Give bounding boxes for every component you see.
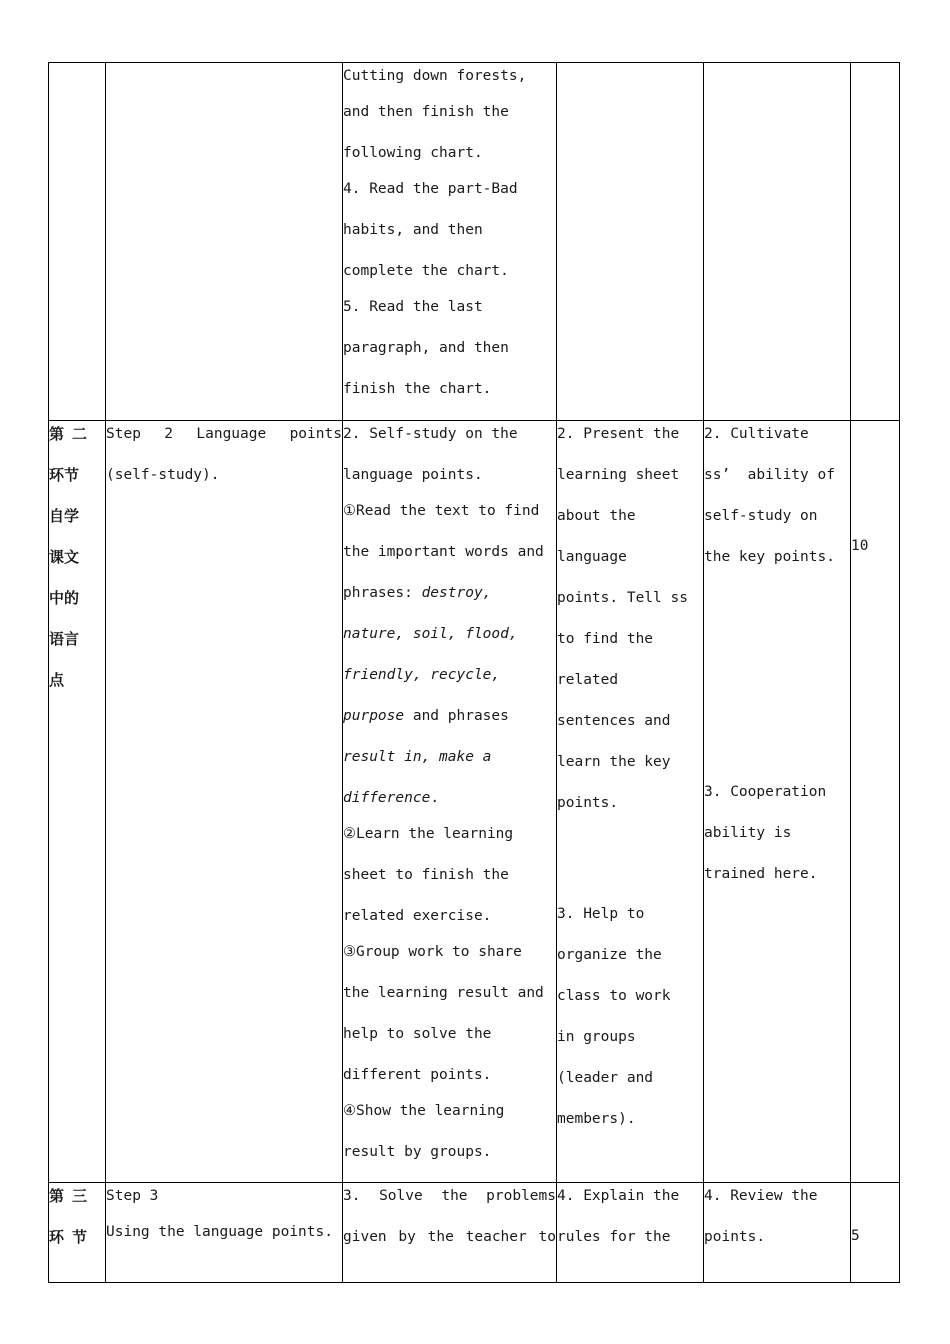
text-line [343, 1183, 556, 1224]
time-value: 5 [851, 1228, 860, 1244]
stage-label-line: 第二 [49, 425, 96, 443]
keyword: result in, make a [343, 749, 492, 765]
text-line: habits, and then [343, 222, 483, 238]
stage-cell [49, 63, 106, 421]
text-line [343, 744, 556, 785]
text-line: 2. Cultivate [704, 426, 809, 442]
text-line: (leader and [557, 1070, 654, 1086]
text-line: 4. Explain the [557, 1188, 680, 1204]
word: 3. [343, 1188, 361, 1204]
step-word: Step [106, 426, 141, 442]
teacher-activity-cell [557, 1183, 704, 1283]
text-line: to find the [557, 631, 654, 647]
word: problems [486, 1188, 556, 1204]
purpose-cell [704, 1183, 851, 1283]
text-line: learning sheet [557, 467, 680, 483]
keyword: purpose [343, 708, 405, 724]
student-activity-cell [343, 63, 557, 421]
spacer [704, 585, 850, 779]
text-line: points. Tell ss [557, 590, 688, 606]
text-line: finish the chart. [343, 381, 492, 397]
text-line: points. [557, 795, 619, 811]
lesson-plan-table [48, 62, 900, 1283]
time-cell [851, 421, 900, 1183]
step-cell [106, 421, 343, 1183]
table-row [49, 421, 900, 1183]
word: Solve [379, 1188, 423, 1204]
text-line: 4. Read the part-Bad [343, 181, 518, 197]
text-line: about the [557, 508, 636, 524]
text-line: related exercise. [343, 908, 492, 924]
text-line: the learning result and [343, 985, 544, 1001]
text-line: rules for the [557, 1229, 671, 1245]
stage-label-line: 环节 [49, 466, 80, 484]
text-line: sentences and [557, 713, 671, 729]
step-word: 2 [164, 426, 174, 442]
stage-cell [49, 1183, 106, 1283]
text-line: 3. Cooperation [704, 784, 827, 800]
stage-label-line: 课文 [49, 548, 80, 566]
step-word: points [289, 426, 342, 442]
text-line: learn the key [557, 754, 671, 770]
keyword: difference [343, 790, 431, 806]
step-cell [106, 63, 343, 421]
purpose-cell [704, 63, 851, 421]
time-cell [851, 63, 900, 421]
stage-label-line: 第三 [49, 1187, 96, 1205]
text-line: following chart. [343, 145, 483, 161]
text-line [343, 621, 556, 662]
text-span: and phrases [404, 708, 509, 724]
text-line: 3. Help to [557, 906, 645, 922]
text-line: class to work [557, 988, 671, 1004]
keyword: nature, soil, flood, [343, 626, 518, 642]
text-line: organize the [557, 947, 662, 963]
purpose-cell [704, 421, 851, 1183]
text-line: and then finish the [343, 104, 509, 120]
step-heading [106, 421, 342, 462]
text-line: complete the chart. [343, 263, 509, 279]
text-line [343, 703, 556, 744]
text-line: ①Read the text to find [343, 503, 540, 519]
text-line: trained here. [704, 866, 818, 882]
text-line: 2. Self-study on the [343, 426, 518, 442]
text-line: ss’ ability of [704, 467, 835, 483]
text-line: ③Group work to share [343, 944, 522, 960]
stage-label-line: 自学 [49, 507, 80, 525]
text-line: the important words and [343, 544, 544, 560]
text-span: phrases: [343, 585, 422, 601]
stage-label-line: 语言 [49, 630, 80, 648]
text-line: members). [557, 1111, 636, 1127]
text-line: help to solve the [343, 1026, 492, 1042]
word: teacher [465, 1229, 527, 1245]
step-cell [106, 1183, 343, 1283]
text-line: Cutting down forests, [343, 68, 527, 84]
text-line: 4. Review the [704, 1188, 818, 1204]
student-activity-cell [343, 421, 557, 1183]
text-line: sheet to finish the [343, 867, 509, 883]
stage-label-line: 点 [49, 671, 65, 689]
time-cell [851, 1183, 900, 1283]
keyword: friendly, recycle, [343, 667, 501, 683]
text-line: 2. Present the [557, 426, 680, 442]
time-value: 10 [851, 538, 869, 554]
stage-cell [49, 421, 106, 1183]
word: the [441, 1188, 468, 1204]
text-line [343, 1224, 556, 1265]
word: to [538, 1229, 556, 1245]
word: given [343, 1229, 387, 1245]
text-line: Step 3 [106, 1188, 159, 1204]
text-line: Using the language points. [106, 1224, 333, 1240]
text-line: points. [704, 1229, 766, 1245]
stage-label-line: 中的 [49, 589, 80, 607]
text-line [343, 580, 556, 621]
text-line: related [557, 672, 619, 688]
text-line: ②Learn the learning [343, 826, 514, 842]
text-line: ④Show the learning [343, 1103, 505, 1119]
text-line: paragraph, and then [343, 340, 509, 356]
text-line [343, 662, 556, 703]
text-line: (self-study). [106, 467, 220, 483]
text-line: different points. [343, 1067, 492, 1083]
word: by [398, 1229, 416, 1245]
keyword: destroy, [421, 585, 492, 601]
text-line: self-study on [704, 508, 818, 524]
text-line: 5. Read the last [343, 299, 483, 315]
teacher-activity-cell [557, 421, 704, 1183]
text-span: . [430, 790, 440, 806]
word: the [427, 1229, 454, 1245]
text-line: ability is [704, 825, 792, 841]
spacer [557, 831, 703, 901]
student-activity-cell [343, 1183, 557, 1283]
step-word: Language [196, 426, 267, 442]
table-row [49, 63, 900, 421]
table-row [49, 1183, 900, 1283]
text-line [343, 785, 556, 821]
text-line: result by groups. [343, 1144, 492, 1160]
text-line: in groups [557, 1029, 636, 1045]
text-line: language points. [343, 467, 483, 483]
teacher-activity-cell [557, 63, 704, 421]
text-line: language [557, 549, 627, 565]
text-line: the key points. [704, 549, 835, 565]
stage-label-line: 环节 [49, 1228, 96, 1246]
